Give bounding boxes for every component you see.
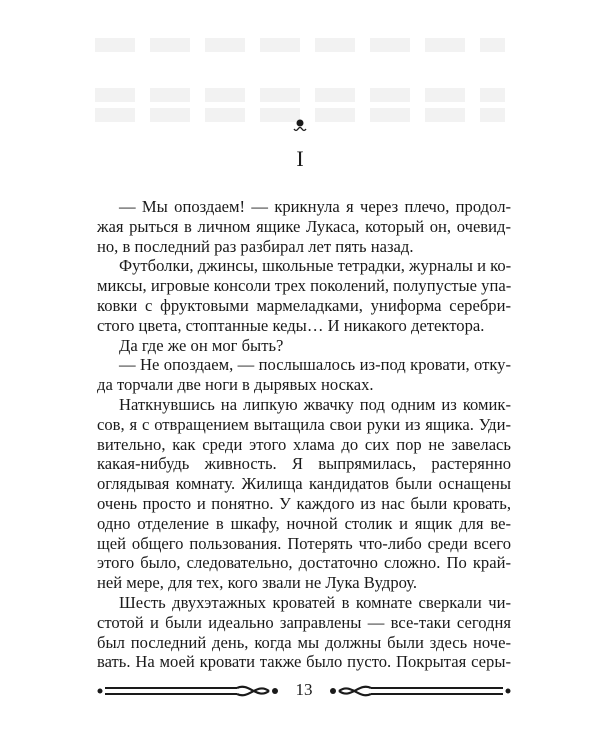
text-line: очень просто и понятно. У каждого из нас были кровать, (97, 493, 511, 513)
bleed-through-text (95, 88, 505, 102)
text-line: Наткнувшись на липкую жвачку под одним из комик- (119, 394, 511, 414)
text-line: вительно, как среди этого хлама до сих пор не завелась (97, 434, 511, 454)
right-ornament-icon (326, 680, 511, 702)
text-line: был последний день, когда мы должны были здесь ноче- (97, 632, 511, 652)
text-line: сов, я с отвращением вытащила свои руки из ящика. Уди- (97, 414, 511, 434)
text-line: оглядывая комнату. Жилища кандидатов были оснащены (97, 474, 511, 494)
text-line: Футболки, джинсы, школьные тетрадки, журналы и ко- (119, 256, 512, 276)
text-line: какая-нибудь живность. Я выпрямилась, растерянно (97, 454, 511, 474)
page-number: 13 (295, 680, 313, 699)
text-line: стого цвета, стоптанные кеды… И никакого детектора. (97, 315, 485, 335)
body-text (97, 197, 511, 672)
text-line: миксы, игровые консоли трех поколений, полупустые упа- (97, 276, 512, 296)
text-line: ней мере, для тех, кого звали не Лука Вудроу. (97, 573, 418, 593)
chapter-number: I (296, 146, 304, 171)
text-line: щей общего пользования. Потерять что-либо среди всего (97, 533, 511, 553)
page-footer (97, 680, 511, 702)
text-line: — Мы опоздаем! — крикнула я через плечо, продол- (119, 197, 511, 216)
text-line: ковки с фруктовыми мармеладками, униформа серебри- (97, 295, 511, 315)
fleuron-ornament-icon (0, 117, 600, 138)
text-line: — Не опоздаем, — послышалось из-под кровати, отку- (119, 355, 511, 375)
text-line: этого было, следовательно, достаточно сложно. По край- (97, 553, 511, 573)
text-line: но, в последний раз разбирал лет пять назад. (97, 236, 414, 256)
text-line: вать. На моей кровати также было пусто. Покрытая серы- (97, 652, 511, 672)
text-line: да торчали две ноги в дырявых носках. (97, 375, 374, 395)
bleed-through-text (95, 38, 505, 52)
text-line: одно отделение в шкафу, ночной столик и ящик для ве- (97, 513, 511, 533)
text-line: жая рыться в личном ящике Лукаса, который он, очевид- (97, 216, 511, 236)
text-line: стотой и были идеально заправлены — все-таки сегодня (97, 612, 511, 632)
text-line: Да где же он мог быть? (119, 335, 284, 355)
text-line: Шесть двухэтажных кроватей в комнате сверкали чи- (119, 592, 511, 612)
